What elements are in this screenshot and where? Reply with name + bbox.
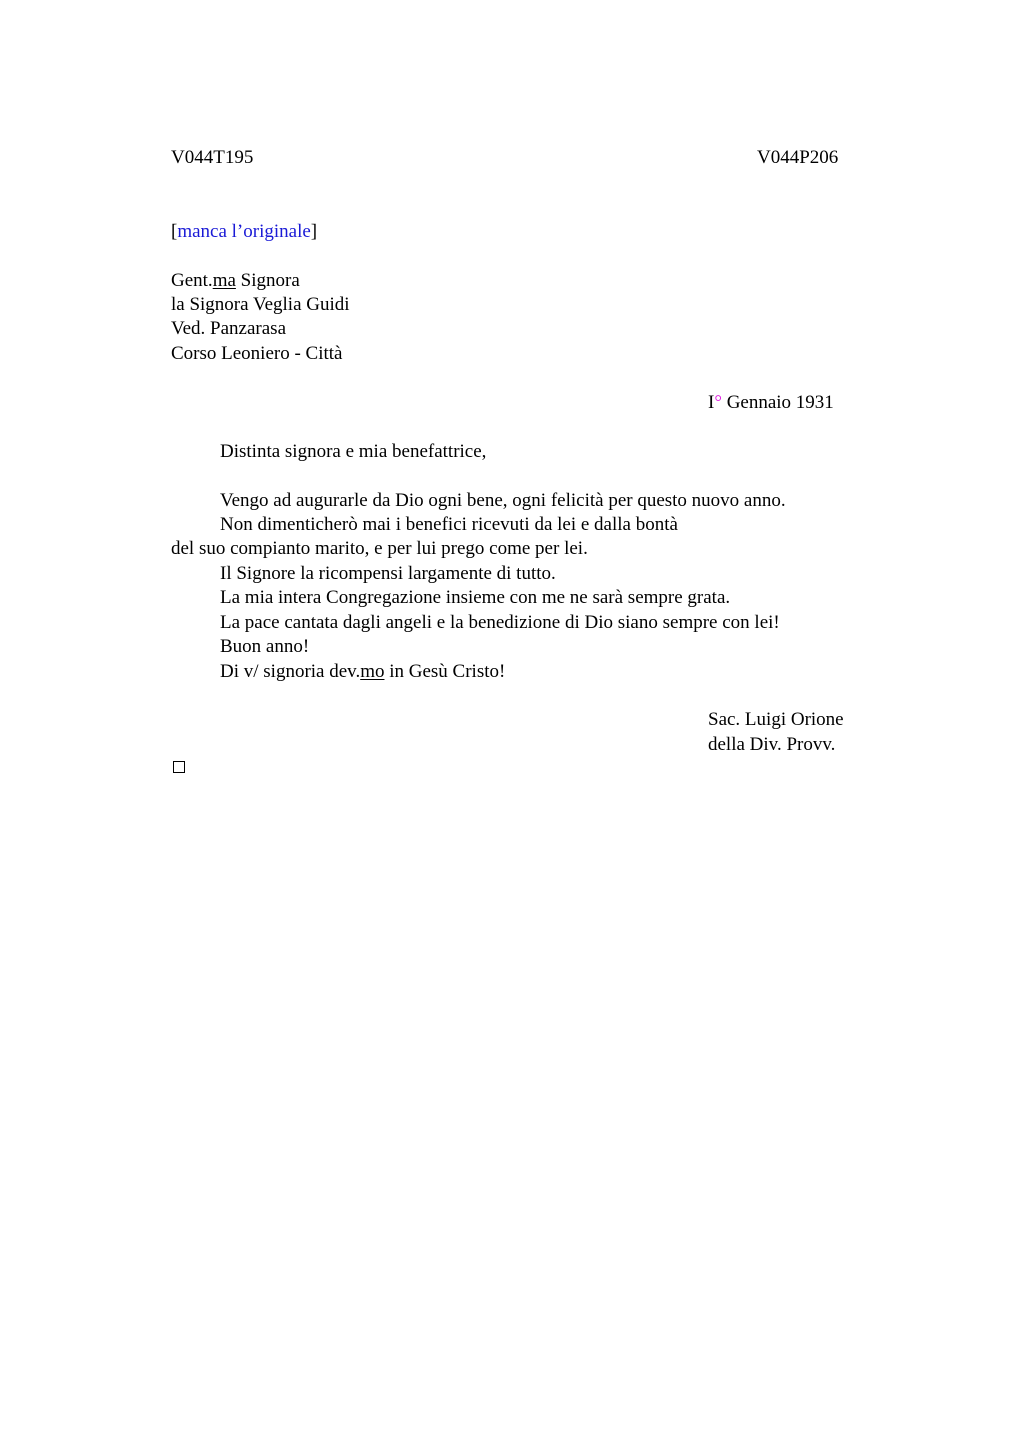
- closing-line: [220, 660, 505, 684]
- body-paragraph-2a: Non dimenticherò mai i benefici ricevuti da lei e dalla bontà: [220, 514, 678, 535]
- closing-post: in Gesù Cristo!: [384, 661, 506, 682]
- body-paragraph-4: La mia intera Congregazione insieme con me ne sarà sempre grata.: [220, 587, 731, 608]
- body-paragraph-1: Vengo ad augurarle da Dio ogni bene, ogni felicità per questo nuovo anno.: [220, 490, 786, 511]
- end-square-icon: [173, 761, 185, 773]
- address-line-1-abbrev: ma: [212, 270, 236, 291]
- right-volume-code: V044P206: [757, 147, 839, 168]
- signature-line-2: della Div. Provv.: [708, 734, 836, 755]
- address-line-1-pre: Gent.: [171, 270, 213, 291]
- address-line-1-post: Signora: [235, 270, 300, 291]
- body-paragraph-3: Il Signore la ricompensi largamente di tutto.: [220, 563, 556, 584]
- date-rest: Gennaio 1931: [721, 392, 834, 413]
- address-line-1: [171, 269, 300, 293]
- body-paragraph-2b: del suo compianto marito, e per lui prego come per lei.: [171, 538, 588, 559]
- closing-abbrev: mo: [360, 661, 385, 682]
- closing-pre: Di v/ signoria dev.: [220, 661, 361, 682]
- date-degree-sign: °: [714, 392, 722, 413]
- note-close-bracket: ]: [310, 221, 318, 242]
- salutation: Distinta signora e mia benefattrice,: [220, 441, 487, 462]
- body-paragraph-6: Buon anno!: [220, 636, 310, 657]
- address-line-2: la Signora Veglia Guidi: [171, 294, 350, 315]
- note-text: manca l’originale: [177, 221, 311, 242]
- editorial-note: [171, 220, 317, 244]
- letter-date: [708, 391, 834, 415]
- address-line-3: Ved. Panzarasa: [171, 318, 287, 339]
- left-volume-code: V044T195: [171, 147, 254, 168]
- note-open-bracket: [: [171, 221, 178, 242]
- date-roman: I: [708, 392, 715, 413]
- signature-line-1: Sac. Luigi Orione: [708, 709, 844, 730]
- address-line-4: Corso Leoniero - Città: [171, 343, 343, 364]
- body-paragraph-5: La pace cantata dagli angeli e la benedizione di Dio siano sempre con lei!: [220, 612, 780, 633]
